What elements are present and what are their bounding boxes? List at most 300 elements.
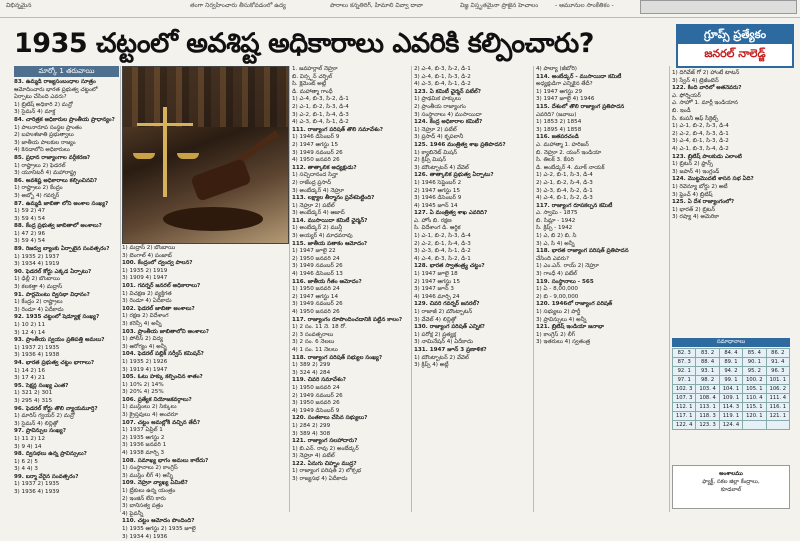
option-text: 2) 1947 ఆగస్టు 15 [414,278,461,285]
option-text: 1) 1950 జనవరి 24 [292,286,340,293]
option-text: 3) అబ్బో 4) గవర్నర్ [14,192,60,199]
option-text: 3) 1949 నవంబర్ 26 [292,263,343,270]
option-text: 3) 9 4) 14 [14,443,42,450]
option-text: 3) రాజ్యసభ 4) ఏదీకాదు [292,476,348,483]
option-text: ఎ. హోం బి. రక్షణ [414,217,452,224]
option-text: 3) 1919 4) 1947 [122,366,168,373]
option-text: 1) బ్రిటిష్ అధికారి 2) మన్రో [14,101,73,108]
answer-cell: 110. 4 [743,394,766,403]
option-text: 1) రాజ్యాంగ పరిషత్ 2) లోక్సభ [292,468,362,475]
question-text: 114. అంబేడ్కర్ - ముసాయిదా కమిటీ [536,73,622,80]
question-text: 106. ప్రత్యేక నియోజకవర్గాలు? [122,396,192,403]
option-text: 1) 59 2) 47 [14,208,46,215]
top-strip-text: విజ్ఞ విస్తృతమైనా ప్రాజైన హెచాలం [460,2,539,9]
option-text: 3) 1936 4) 1939 [14,489,60,496]
question-text: 92. 1935 చట్టంలో షెడ్యూళ్ల సంఖ్య? [14,314,100,321]
option-text: 1) ముస్లింలు 2) సిక్కులు [122,404,177,411]
option-text: 3) 1946 డిసెంబర్ 9 [414,195,462,202]
option-text: 3) 295 4) 315 [14,397,53,404]
option-text: 3) రెండూ 4) ఏదీకాదు [14,306,64,313]
option-text: 4) ఎ-4, బి-3, సి-2, డి-1 [414,255,471,262]
option-text: 1) ఎ-1, బి-2, సి-3, డి-4 [414,233,471,240]
answer-cell: 108. 4 [696,394,719,403]
answer-cell: 95. 2 [743,367,766,376]
question-text: 127. ఏ మంత్రిత్వ శాఖ ఎవరిది? [414,210,488,217]
option-text: 3) 1934 4) 1919 [14,261,60,268]
answer-cell: 104. 1 [719,385,742,394]
option-text: 1) ఏ - 8,00,000 [536,286,578,293]
option-text: ఎ. మహాత్మా 1. హరిజన్ [536,141,589,148]
option-text: 1) 1947 జూలై 22 [292,248,336,255]
question-column-5 [536,66,668,513]
option-text: సి. కంపనీ ఆఫ్ సీక్రెట్స్ [672,115,719,122]
question-text: 128. భారత స్వాతంత్ర్య చట్టం? [414,263,485,270]
answer-cell: 100. 2 [743,376,766,385]
option-text: 1) ఢిల్లీ 2) బొంబాయి [14,276,60,283]
question-text: 124. మొట్టమొదటి శాసన సభ ఏది? [672,176,754,183]
answer-cell [766,421,789,430]
answer-cell: 121. 1 [766,412,789,421]
top-strip-text: విభిన్నమైన [6,2,32,9]
option-text: 2) బహుళజాతి ప్రభుత్వాలు [14,132,74,139]
option-text: 2) ఎ-2, బి-1, సి-4, డి-3 [414,240,471,247]
question-text: 88. కేంద్ర ప్రభుత్వ జాబితాలో అంశాలు? [14,223,102,230]
option-text: 4) ఎ-4, బి-1, సి-2, డి-3 [536,195,593,202]
option-text: 1) 1853 2) 1854 [536,119,582,126]
option-text: 3) సైమన్ 4) లిన్లిత్గో [14,420,59,427]
option-text: 3) ప్రసాద్ 4) కృపలానీ [414,134,464,141]
option-text: 3) ఎ, సి 4) అన్నీ [536,240,575,247]
option-text: 1) 1935 2) 1937 [14,253,60,260]
answer-cell: 82. 3 [673,349,696,358]
question-text: 120. సంతకాలు చేసిన సభ్యులు? [292,415,368,422]
question-text: 93. ప్రాంతీయ స్వయం ప్రతిపత్తి అమలు? [14,337,105,344]
option-text: 1) మద్రాస్ 2) బొంబాయి [122,245,176,251]
option-text: సి. విదేశాంగ డి. ఆర్థిక [414,225,461,232]
question-text: 125. ఏ దేశ రాజ్యాంగంలో? [672,199,735,206]
question-text: 123. బ్రిటిష్ పాలకుడు ఎలాంటి [672,153,742,160]
option-text: 3) క్రైస్తవులు 4) అందరూ [122,412,178,419]
option-text: 2) 1949 నవంబర్ 26 [292,392,343,399]
question-text: 103. ప్రాంతీయ జాబితాలోని అంశాలు? [122,328,209,335]
question-text: 85. ప్రధాన రాజ్యాంగాల వర్గీకరణ? [14,154,91,161]
option-text: 3) 1909 4) 1947 [122,275,168,282]
answer-cell: 89. 1 [719,358,742,367]
question-text: 107. చట్టం అమల్లోకి వచ్చిన తేదీ? [122,419,201,426]
footer-line: ఫ్యాక్ట్, సకల జిల్లా కేంద్రాలు, [702,479,760,485]
question-text: 109. నెహ్రూ వ్యాఖ్య ఏమిటి? [122,480,188,487]
option-text: 3) ఎ-3, బి-4, సి-2, డి-1 [536,187,593,194]
answer-cell: 120. 1 [743,412,766,421]
answer-cell: 114. 3 [719,403,742,412]
option-text: 1) ఎ-1, బి-2, సి-3, డి-4 [672,123,729,130]
question-text: 95. సెక్షన్ల సంఖ్య ఎంత? [14,382,69,389]
table-row [673,358,790,367]
option-text: బి. ఇండీ [672,107,691,114]
question-text: 119. సంస్థానాలు - 565 [536,278,594,285]
option-text: 1) కాంగ్రెస్ 2) లీగ్ [536,331,575,338]
option-text: 1) కేంద్రం 2) రాష్ట్రాలు [14,299,63,306]
option-text: 1) రెవెన్యూ బోర్డు 2) అటీ [672,183,728,190]
option-text: 3) కలకత్తా 4) మద్రాస్ [14,284,63,291]
option-text: 4) 1945 జూన్ 14 [414,202,458,209]
option-text: 4) ఎ-3, బి-4, సి-1, డి-2 [292,119,349,126]
option-text: 3) వేవెల్ 4) లిన్లిత్గో [414,316,457,323]
section-badge [676,24,794,68]
question-text: 104. ఫెడరల్ పబ్లిక్ సర్వీస్ కమిషన్? [122,351,204,358]
option-text: 4) 1950 జనవరి 26 [292,309,340,315]
option-text: 3) 1949 నవంబర్ 26 [292,149,343,156]
option-text: 2) 1947 ఆగస్టు 15 [414,187,461,194]
answer-cell: 113. 1 [696,403,719,412]
question-text: 122. కింది వారిలో అతనెవరు? [672,85,742,92]
question-text: 89. రిజర్వు బ్యాంకు ఏర్పాటైన సంవత్సరం? [14,246,110,253]
table-row [673,349,790,358]
option-text: 1) బ్రేకులు ఉన్న యంత్రం [122,488,176,494]
option-text: 3) అంబేడ్కర్ 4) ఆజాద్ [292,210,345,217]
option-text: 1) సభ్యులు 2) పార్టీ [536,309,581,315]
table-row [673,403,790,412]
option-text: 2) ఎ-4, బి-3, సి-2, డి-1 [414,66,471,72]
option-text: 3) నామినేషన్ 4) ఏదీకాదు [414,339,473,346]
question-column-2 [122,245,287,540]
question-text: 97. ప్రావిన్సుల సంఖ్య? [14,428,66,435]
option-text: 3) జపాన్ 4) ఇంగ్లండ్ [672,168,720,175]
answer-cell: 93. 1 [696,367,719,376]
option-text: 2) 3 సంవత్సరాలు [292,331,334,338]
option-text: ఎ. ఫోర్నియర్ [672,92,701,99]
option-text: 3) సైమన్ 4) మాక్డ [14,109,56,116]
option-text: 1) 14 2) 16 [14,367,46,374]
question-text: 91. పార్లమెంటు ద్విసభా విధానం? [14,291,90,298]
option-text: సి. క్రిప్స్ - 1942 [536,225,573,232]
question-text: 90. ఫెడరల్ కోర్టు ఎక్కడ ఏర్పాటు? [14,268,92,275]
option-text: 3) 59 4) 54 [14,215,46,222]
answer-cell: 124. 4 [719,421,742,430]
option-text: 1) 1946 డిసెంబర్ 9 [292,134,340,141]
question-text: 126. తాత్కాలిక ప్రభుత్వ ఏర్పాటు? [414,172,494,179]
question-text: 117. రాజ్యాంగం రూపొందించడానికి పట్టిన కాలం? [292,316,403,323]
option-text: 3) యూనిటరీ 4) మహారాష్ట్ర [14,170,77,177]
answer-cell: 84. 4 [719,349,742,358]
option-text: 1) రాష్ట్రాలు 2) కేంద్రం [14,185,63,192]
option-text: 3) 59 4) 54 [14,238,46,245]
answer-cell [743,421,766,430]
table-row [673,385,790,394]
table-row [673,367,790,376]
option-text: డి. అంబేడ్కర్ 4. మూక్ నాయక్ [536,164,605,171]
question-text: 123. ఏ కమిటీ ఛైర్మన్ పటేల్? [414,88,481,95]
answer-cell: 87. 3 [673,358,696,367]
question-text: 96. ఫెడరల్ కోర్టు తొలి న్యాయమూర్తి? [14,405,98,412]
option-text: 1) ఎ-4, బి-3, సి-2, డి-1 [292,96,349,103]
answer-cell: 90. 1 [743,358,766,367]
option-text: 3) 389 4) 308 [292,430,331,437]
option-text: 1) పాలనారూప సంస్థల ప్రాంతం [14,124,82,131]
author-label: మార్కో 1 తరువాయి [14,66,119,77]
option-text: 4) పాల్యా (జీబోరి) [536,66,577,72]
option-text: 3) 1947 జూన్ 3 [414,286,454,293]
question-text: 99. బర్మా వేరైన సంవత్సరం? [14,473,79,480]
option-text: 1) 10 2) 11 [14,322,46,328]
question-text: 129. చివరి గవర్నర్ జనరల్? [414,301,480,308]
answer-cell: 109. 1 [719,394,742,403]
question-text: 105. ఓటు హక్కు కల్పించిన శాతం? [122,374,203,381]
option-text: 2) 1935 ఆగస్టు 2 [122,434,165,441]
question-text: 101. గవర్నర్ జనరల్ అధికారాలు? [122,282,201,289]
option-text: 3) సంస్థానాలు 4) ముసాయిదా [414,111,482,118]
scale-icon [163,107,167,197]
answer-cell: 122. 4 [673,421,696,430]
answer-cell: 115. 1 [743,403,766,412]
answer-cell: 117. 1 [673,412,696,421]
option-text: 1) సచ్చిదానంద సిన్హా [292,172,338,179]
option-text: 2) ప్రాంతీయ రాజ్యాంగం [414,103,466,110]
question-text: 98. ద్విసభలు ఉన్న ప్రావిన్సులు? [14,451,87,458]
question-text: 110. చట్టం ఆమోదం పొందింది? [122,518,195,525]
option-text: 1) దిగివేజ్ గో 2) హాంటే టాటన్ [672,70,740,76]
question-text: 118. భారత రాజ్యాంగ పరిషత్ ప్రతిపాదన [536,248,629,255]
option-text: 1) 6 2) 5 [14,458,38,465]
table-row [673,412,790,421]
option-text: 4) 1 సం. 11 నెలలు [292,346,338,353]
answer-cell: 105. 1 [743,385,766,394]
answer-cell: 123. 3 [696,421,719,430]
option-text: 3) 4 4) 3 [14,466,38,473]
answer-cell: 99. 1 [719,376,742,385]
question-text: 120. 1946లో రాజ్యాంగ పరిషత్ [536,301,613,308]
option-text: 1) 47 2) 96 [14,230,46,237]
option-text: 2) రాజేంద్ర ప్రసాద్ [292,179,332,186]
option-text: 1) విచక్షణ 2) వ్యక్తిగత [122,290,172,297]
option-text: 2) 1947 ఆగస్టు 15 [292,141,339,148]
top-strip-text: - ఆమూనుల సాంకేతికం - [555,2,614,9]
answer-cell: 102. 3 [673,385,696,394]
option-text: 3) అంబేడ్కర్ 4) నెహ్రూ [292,187,345,194]
option-text: 3) ఇతరులు 4) స్వతంత్ర [536,339,591,346]
answer-cell: 116. 1 [766,403,789,412]
question-text: 119. చివరి సమావేశం? [292,377,347,384]
question-text: 87. ఉమ్మడి జాబితా లోని అంశాల సంఖ్య? [14,200,109,207]
option-text: 1) 1935 2) 1919 [122,267,168,274]
answer-table [672,348,790,430]
option-text: 1) 11 2) 12 [14,435,46,442]
option-text: 3) ప్రావిన్సులు 4) అన్నీ [536,316,587,323]
option-text: బి. విన్స్టన్ చర్చిల్ [292,73,333,80]
question-text: 84. చారిత్రక అధికారుల ప్రాంతీయ ప్రాధాన్యం? [14,116,115,123]
option-text: 3) 2 సం. 6 నెలలు [292,339,335,346]
option-text: 3) మౌంట్బాటన్ 4) వేవెల్ [414,164,469,171]
answer-cell: 106. 2 [766,385,789,394]
option-text: 3) రష్యా 4) అమెరికా [672,214,720,221]
table-row [673,421,790,430]
answer-table-title: సమాధానాలు [672,338,790,347]
question-column-3 [292,66,410,513]
option-text: 4) ఎ-3, బి-4, సి-1, డి-2 [414,81,471,88]
option-text: 1) 389 2) 299 [292,362,331,369]
question-column-1 [14,79,119,513]
option-text: 3) నెహ్రూ 4) పటేల్ [292,453,335,460]
answer-cell: 98. 2 [696,376,719,385]
option-text: 3) అయ్యర్ 4) మాధవరావు [292,233,353,240]
top-strip-text: పారాలు కన్నతిరిగ్, హిమాలి వివ్వా దావా [330,2,423,9]
option-text: 1) ఎం.ఎన్. రాయ్ 2) నెహ్రూ [536,263,599,270]
option-text: డి. మహాత్మా గాంధీ [292,88,333,95]
question-text: 100. కేంద్రంలో ద్వంద్వ పాలన? [122,260,193,267]
option-text: 1. జవహర్లాల్ నెహ్రూ [292,66,338,72]
photo-books [123,67,288,127]
question-text: 114. ముసాయిదా కమిటీ ఛైర్మన్? [292,217,368,224]
option-text: 3) 1934 4) 1936 [122,533,168,540]
option-text: 3) 1895 4) 1858 [536,126,582,133]
option-text: 1) 1947 జూలై 18 [414,271,458,278]
option-text: 1) పోలీస్ 2) విద్య [122,336,163,343]
question-text: 121. రాజ్యాంగ సలహాదారు? [292,438,358,445]
answer-cell: 112. 1 [673,403,696,412]
option-text: 1) ఎ, బి 2) బి, సి [536,233,577,240]
option-text: 1) 1946 సెప్టెంబర్ 2 [414,179,462,186]
option-text: 3) 20% 4) 25% [122,389,164,396]
option-text: 2) ఎ-1, బి-2, సి-4, డి-3 [536,179,593,186]
option-text: 3) బానిసత్వ పత్రం [122,503,164,510]
option-text: 1) నెహ్రూ 2) పటేల్ [414,126,457,133]
footer-line: అంశాలము [719,471,743,477]
option-text: 2) ఎ-1, బి-2, సి-3, డి-4 [292,103,349,110]
option-text: 1) మారిస్ గ్వయర్ 2) మన్రో [14,413,75,420]
option-text: 3) 1949 నవంబర్ 26 [292,301,343,308]
top-strip-text: తంగా నిర్వహించారు తీసుకోవడంలో ఉద్య [190,2,286,9]
option-text: 1) 1947 ఆగస్టు 29 [536,88,583,95]
table-row [673,376,790,385]
question-text: 125. 1946 మంత్రిత్వ శాఖ ప్రతిపాదన? [414,141,506,148]
option-text: 1) 2 సం. 11 నె. 18 రో. [292,324,347,331]
option-text: 3) ఎ-3, బి-4, సి-1, డి-2 [414,248,471,255]
option-text: ఎవరిది? (జవాబు) [536,111,577,118]
option-text: 3) ముస్లిం లీగ్ 4) అన్నీ [122,472,173,479]
answer-cell: 91. 4 [766,358,789,367]
option-text: 3) బెంగాల్ 4) పంజాబ్ [122,252,172,259]
answer-cell: 103. 4 [696,385,719,394]
option-text: 4) 1949 డిసెంబర్ 9 [292,407,340,414]
option-text: 4) ఎ-1, బి-3, సి-4, డి-2 [672,145,729,152]
option-text: 3) స్వేన్ 4) ట్రెజీంటెన్ [672,77,719,84]
question-text: 115. దేశంలో తొలి రాజ్యాంగ ప్రతిపాదన [536,103,625,110]
option-text: 1) పరోక్ష 2) ప్రత్యక్ష [414,331,456,338]
option-text: 1) 1950 జనవరి 24 [292,384,340,391]
option-text: 4) 1938 మార్చి 3 [122,450,165,457]
option-text: 1) 284 2) 299 [292,422,331,429]
option-text: 3) 17 4) 21 [14,375,46,382]
footer-box [672,465,790,509]
top-box [640,0,797,14]
option-text: ఏర్పాటు చేసింది ఎవరు? [14,94,67,101]
question-text: 116. జాతీయ గీతం ఆమోదం? [292,278,362,285]
answer-cell: 83. 2 [696,349,719,358]
gavel-scale-photo [122,66,289,244]
option-text: 1) ఎ-2, బి-1, సి-3, డి-4 [536,172,593,179]
option-text: 1) క్యాబినెట్ మిషన్ [414,149,458,156]
question-text: 122. ఏనుగు చిహ్నం ముద్ర? [292,460,357,467]
option-text: 1) భారత్ 2) బ్రిటన్ [672,206,716,213]
question-text: 86. అవశిష్ట అధికారాలు కల్పించినవి? [14,177,98,184]
option-text: చేసింది ఎవరు? [536,255,569,262]
option-text: 2) ఇంజిన్ లేని కారు [122,495,166,502]
option-text: 1) 321 2) 301 [14,390,53,397]
option-text: అధ్యక్షుడిగా ఎన్నికైన తేదీ? [536,81,593,88]
option-text: 2) బి - 9,00,000 [536,293,579,300]
question-text: 121. బ్రిటిష్ ఇండియా జనాభా [536,324,604,331]
answer-cell: 118. 3 [696,412,719,421]
option-text: 1) ప్రాథమిక హక్కులు [414,96,461,103]
option-text: ఎ. స్వామి - 1875 [536,210,578,217]
option-text: 3) రెండూ 4) ఏదీకాదు [122,298,172,305]
option-text: 1) 1935 ఆగస్టు 2) 1935 జూలై [122,525,196,532]
option-text: 3) 12 4) 14 [14,329,46,336]
question-text: 113. లక్ష్యాల తీర్మానం ప్రవేశపెట్టింది? [292,195,375,202]
option-text: సి. తిలక్ 3. కేసరి [536,157,574,164]
option-text: 2) క్రిప్స్ మిషన్ [414,157,447,164]
option-text: 1) రాష్ట్రాలు 2) ఫెడరల్ [14,162,66,169]
answer-cell: 107. 3 [673,394,696,403]
answer-cell: 86. 2 [766,349,789,358]
option-text: 3) ఎ-4, బి-1, సి-3, డి-2 [414,73,471,80]
option-text: 3) ఆరోగ్యం 4) అన్నీ [122,343,167,350]
option-text: ఆమోదించారు భారత ప్రభుత్వ చట్టంలో [14,86,98,93]
option-text: 3) కరెన్సీ 4) అన్నీ [122,320,162,327]
option-text: 3) క్రిప్స్ 4) అట్లీ [414,362,449,369]
section-badge-title: గ్రూప్స్ ప్రత్యేకం [678,26,792,44]
option-text: బి. సిమ్లా - 1942 [536,217,576,224]
answer-cell: 96. 3 [766,367,789,376]
answer-cell: 85. 4 [743,349,766,358]
option-text: 2) ఎ-2, బి-4, సి-3, డి-1 [672,130,729,137]
option-text: 1) బ్రిటన్ 2) ఫ్రాన్స్ [672,161,713,168]
question-text: 102. ఫెడరల్ జాబితా అంశాలు? [122,305,195,312]
question-text: 111. రాజ్యాంగ పరిషత్ తొలి సమావేశం? [292,126,383,133]
option-text: 2) 1947 ఆగస్టు 14 [292,293,339,300]
answer-cell: 97. 1 [673,376,696,385]
question-text: 83. ఉమ్మడి రాజ్యసంబంధాల సూత్రం [14,79,96,85]
question-text: 118. రాజ్యాంగ పరిషత్ సభ్యుల సంఖ్య? [292,354,383,361]
page-title: 1935 చట్టంలో అవశిష్ట అధికారాలు ఎవరికి కల్పించారు? [14,28,594,59]
question-text: 131. 1947 జూన్ 3 ప్రణాళిక? [414,346,487,353]
option-text: 1) రక్షణ 2) విదేశాంగ [122,313,169,320]
option-text: 4) 1946 డిసెంబర్ 13 [292,271,343,278]
option-text: 3) 1950 జనవరి 26 [292,400,340,407]
answer-cell: 101. 1 [766,376,789,385]
option-text: సి. క్లెమెంట్ అట్లీ [292,81,327,88]
option-text: 1) రాజాజీ 2) మౌంట్బాటన్ [414,309,473,315]
option-text: 4) కెనడాలోని అధికారులు [14,147,70,154]
option-text: 3) ఎ-2, బి-1, సి-4, డి-3 [292,111,349,118]
question-text: 112. తాత్కాలిక అధ్యక్షుడు? [292,164,357,171]
option-text: ఎ. సాహో 1. మార్లీ ఇండియాన [672,100,738,107]
answer-cell: 88. 4 [696,358,719,367]
option-text: 3) జాతీయ పాలకుల రాజ్యం [14,139,76,146]
option-text: 1) అంబేడ్కర్ 2) మున్షీ [292,225,343,232]
option-text: 1) 1935 2) 1926 [122,358,168,365]
option-text: 2) 1950 జనవరి 24 [292,255,340,262]
option-text: 4) 1950 జనవరి 26 [292,157,340,164]
question-text: 115. జాతీయ పతాకం ఆమోదం? [292,240,368,247]
question-column-6 [672,70,790,334]
question-text: 116. జతపరచండి [536,134,579,141]
option-text: 1) మౌంట్బాటన్ 2) వేవెల్ [414,354,469,361]
option-text: 3) ఎ-4, బి-1, సి-3, డి-2 [672,138,729,145]
table-row [673,394,790,403]
option-text: 1) బి.ఎన్. రావు 2) అంబేడ్కర్ [292,445,359,452]
question-column-4 [414,66,532,513]
